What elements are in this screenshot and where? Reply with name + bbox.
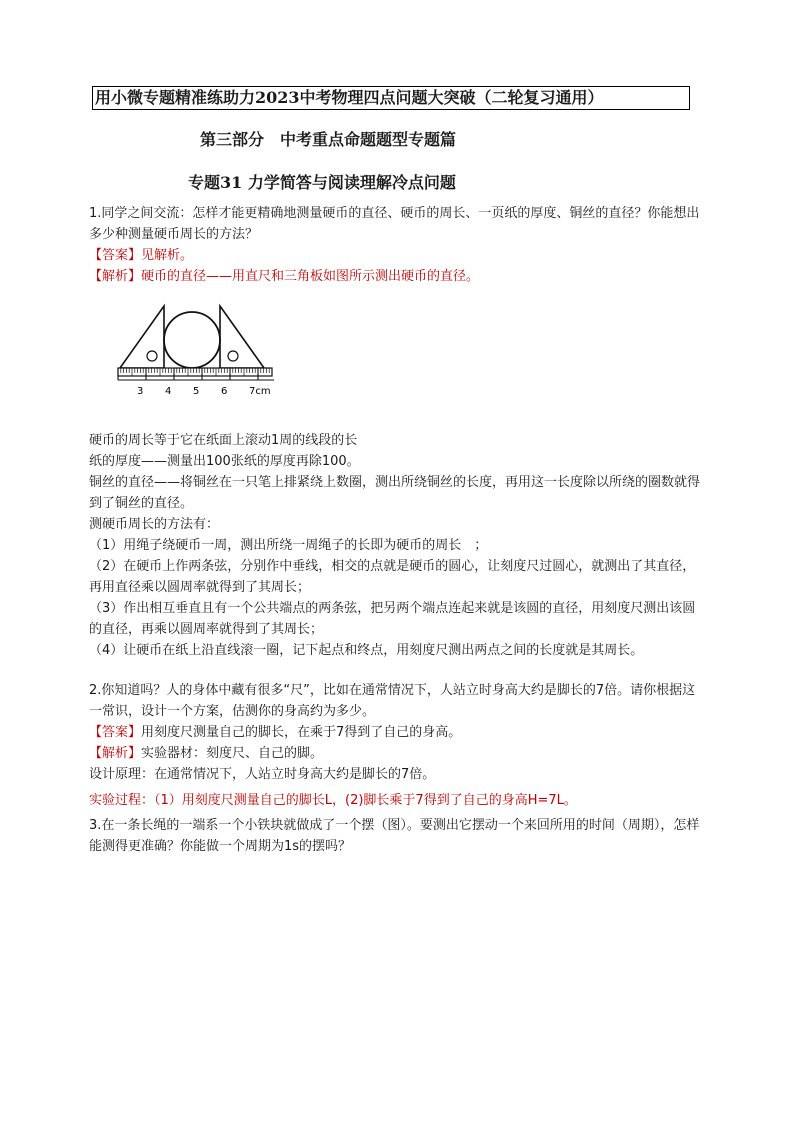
q1-analysis	[89, 266, 707, 287]
q2-stem: 2.你知道吗？人的身体中藏有很多“尺”，比如在通常情况下，人站立时身高大约是脚长的7倍。请你根据这一常识，设计一个方案，估测你的身高约为多少。	[89, 683, 696, 719]
series-banner: 用小微专题精准练助力2023中考物理四点问题大突破（二轮复习通用）	[92, 86, 690, 110]
coin-measure-figure	[116, 300, 286, 400]
q1-answer-label: 【答案】	[89, 248, 142, 263]
q2-analysis-label: 【解析】	[89, 746, 142, 761]
q2-analysis	[89, 743, 707, 764]
tick-label-3: 3	[137, 386, 144, 397]
q1-method-3: （3）作出相互垂直且有一个公共端点的两条弦，把另两个端点连起来就是该圆的直径，用刻度尺测出该圆的直径，再乘以圆周率就得到了其周长；	[89, 601, 696, 637]
q2-answer	[89, 722, 707, 743]
left-triangle-hole	[147, 351, 157, 361]
q1-stem: 1.同学之间交流：怎样才能更精确地测量硬币的直径、硬币的周长、一页纸的厚度、铜丝的直径？你能想出多少种测量硬币周长的方法？	[89, 206, 700, 242]
q1-method-4: （4）让硬币在纸上沿直线滚一圈，记下起点和终点，用刻度尺测出两点之间的长度就是其周长。	[89, 643, 644, 658]
q1-method-1: （1）用绳子绕硬币一周，测出所绕一周绳子的长即为硬币的周长 ；	[89, 538, 488, 553]
q2-answer-label: 【答案】	[89, 725, 142, 740]
tick-label-7cm: 7cm	[249, 386, 271, 397]
q2-process: 实验过程：（1）用刻度尺测量自己的脚长L，(2)脚长乘于7得到了自己的身高H=7L。	[89, 793, 577, 808]
right-triangle-ruler	[220, 306, 264, 368]
straight-ruler	[118, 368, 272, 376]
q3-stem: 3.在一条长绳的一端系一个小铁块就做成了一个摆（图）。要测出它摆动一个来回所用的时间（周期），怎样能测得更准确？你能做一个周期为1s的摆吗？	[89, 818, 700, 854]
topic-title: 专题31 力学简答与阅读理解冷点问题	[188, 173, 456, 192]
q1-analysis-label: 【解析】	[89, 269, 142, 284]
q2-answer-text: 用刻度尺测量自己的脚长，在乘于7得到了自己的身高。	[141, 725, 462, 740]
q1-analysis-text: 硬币的直径——用直尺和三角板如图所示测出硬币的直径。	[141, 269, 480, 284]
tick-label-4: 4	[165, 386, 172, 397]
q1-line-paper: 纸的厚度——测量出100张纸的厚度再除100。	[89, 454, 360, 469]
tick-label-5: 5	[193, 386, 200, 397]
q1-method-2: （2）在硬币上作两条弦，分别作中垂线，相交的点就是硬币的圆心，让刻度尺过圆心，就测出了其直径，再用直径乘以圆周率就得到了其周长；	[89, 559, 696, 595]
tick-label-6: 6	[221, 386, 228, 397]
left-triangle-ruler	[120, 306, 164, 368]
coin	[164, 312, 220, 368]
q1-line-wire: 铜丝的直径——将铜丝在一只笔上排紧绕上数圈，测出所绕铜丝的长度，再用这一长度除以所绕的圈数就得到了铜丝的直径。	[89, 475, 701, 511]
ruler-labels	[137, 386, 271, 397]
section-title: 第三部分 中考重点命题题型专题篇	[200, 130, 457, 149]
q1-line-circumference: 硬币的周长等于它在纸面上滚动1周的线段的长	[89, 433, 358, 448]
q1-methods-heading: 测硬币周长的方法有：	[89, 517, 220, 532]
q2-principle: 设计原理：在通常情况下，人站立时身高大约是脚长的7倍。	[89, 767, 436, 782]
q2-analysis-text: 实验器材：刻度尺、自己的脚。	[141, 746, 324, 761]
q1-answer-text: 见解析。	[141, 248, 194, 263]
q1-answer	[89, 245, 707, 266]
right-triangle-hole	[228, 351, 238, 361]
